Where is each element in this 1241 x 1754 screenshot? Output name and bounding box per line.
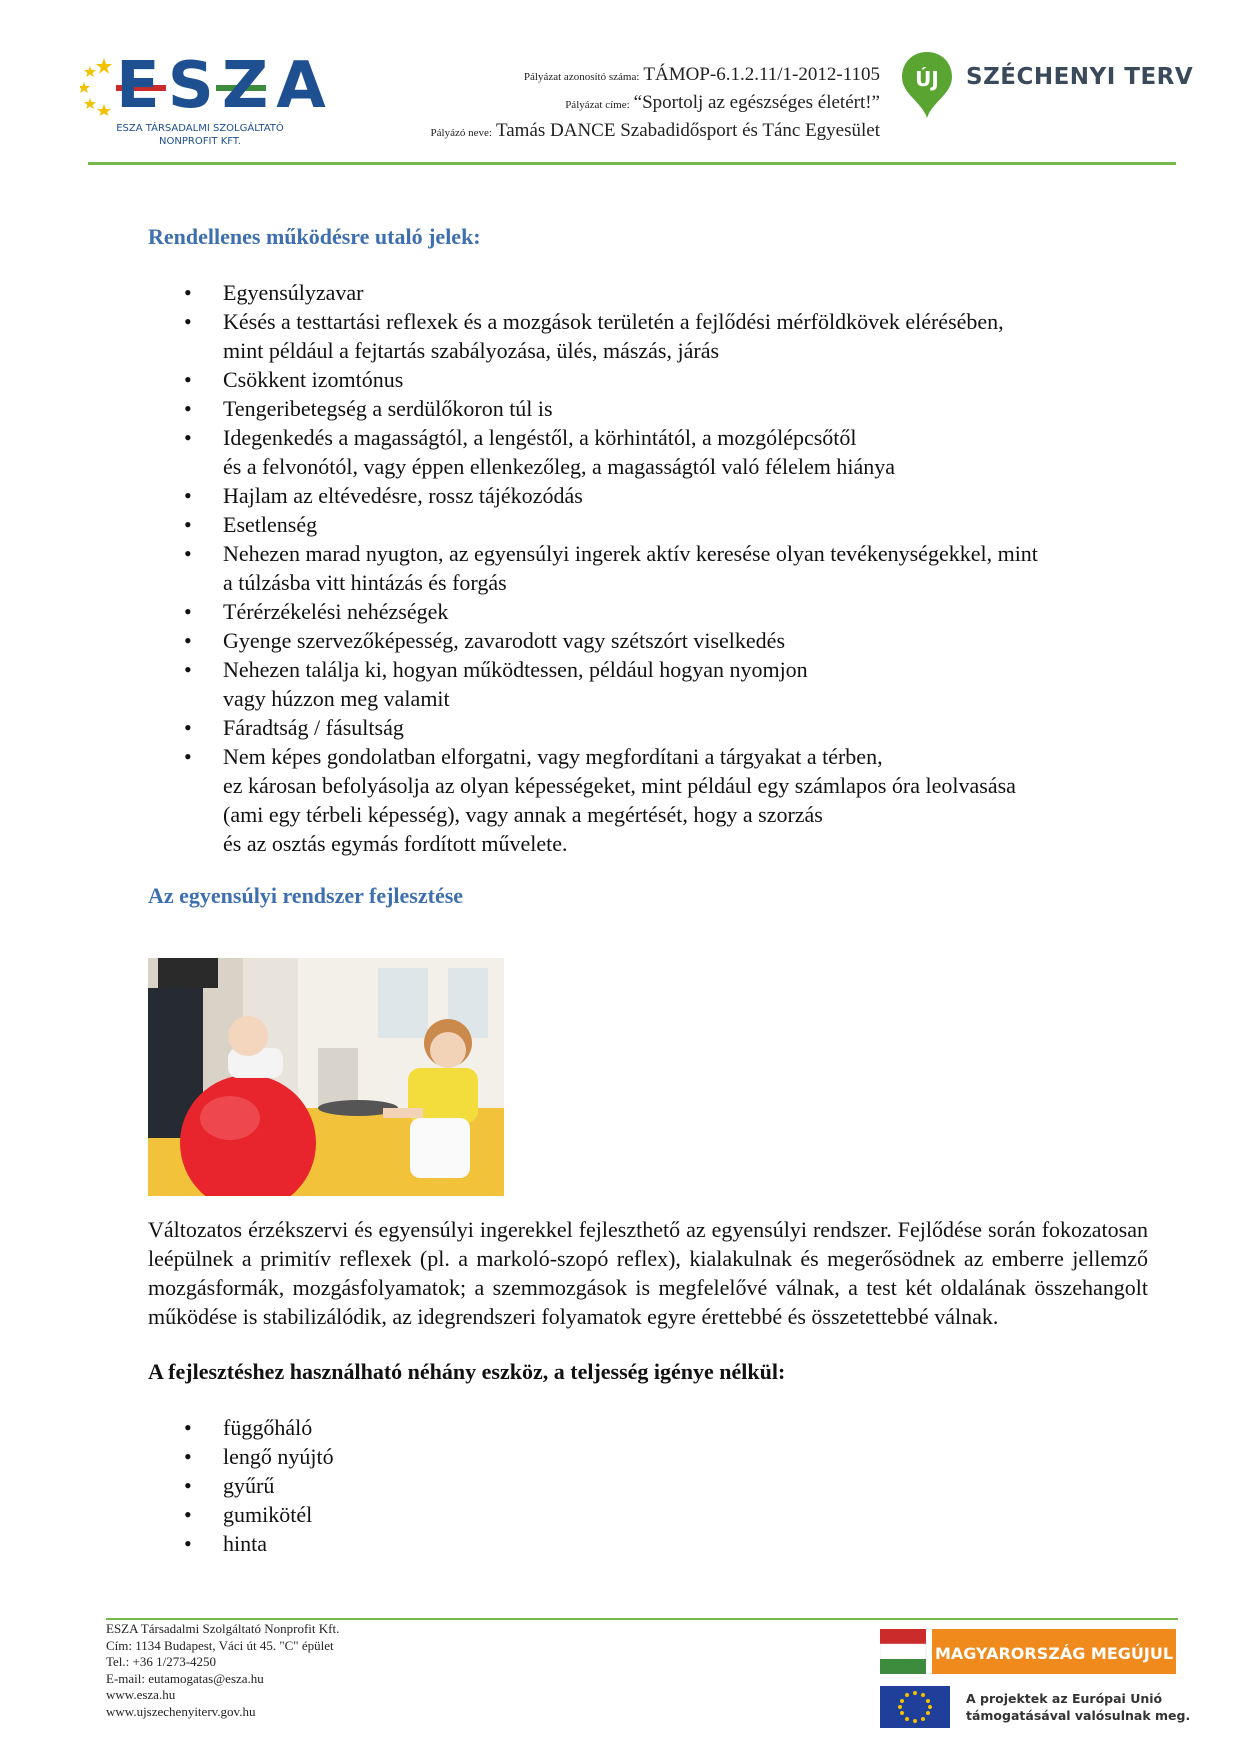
list-item [148, 394, 1241, 423]
applicant-row [320, 118, 880, 146]
footer-divider [106, 1618, 1178, 1620]
footer-address-line: www.ujszechenyiterv.gov.hu [106, 1703, 256, 1719]
application-id-label: Pályázat azonosító száma: [523, 71, 640, 83]
section-heading-symptoms: Rendellenes működésre utaló jelek: [148, 224, 481, 249]
list-item [148, 365, 1241, 394]
tool-item: • függőháló [148, 1413, 1241, 1442]
list-item-line: és az osztás egymás fordított művelete. [223, 831, 568, 856]
main-content [148, 222, 1148, 911]
page-header [0, 0, 1241, 170]
application-title-value: “Sportolj az egészséges életért!” [633, 92, 880, 113]
magyarorszag-megujul-logo [880, 1627, 1180, 1677]
development-paragraph: Változatos érzékszervi és egyensúlyi ingerekkel fejleszthető az egyensúlyi rendszer. Fejlődése során fokozatosan leépülnek a primitív reflexek (pl. a markoló-szopó reflex), kialakulnak és megerősödnek az emberre jellemző mozgásformák, mozgásfolyamatok; a szemmozgások is megfelelővé válnak, a test két oldalának összehangolt működése is stabilizálódik, az idegrendszeri folyamatok egyre érettebbé és összetettebbé válnak. [148, 1217, 1148, 1329]
footer-address-line: E-mail: eutamogatas@esza.hu [106, 1670, 264, 1686]
section-heading-tools: A fejlesztéshez használható néhány eszköz, a teljesség igénye nélkül: [148, 1359, 786, 1384]
list-item-line: • Csökkent izomtónus [223, 367, 404, 392]
tools-list [148, 1413, 1148, 1558]
footer-address-line: www.esza.hu [106, 1687, 176, 1702]
list-item [148, 307, 1241, 365]
list-item [148, 423, 1241, 481]
list-item-line: vagy húzzon meg valamit [223, 686, 450, 711]
tool-item: • gyűrű [148, 1471, 1241, 1500]
esza-logo [80, 49, 334, 150]
list-item-line: • Egyensúlyzavar [223, 280, 364, 305]
svg-text:MAGYARORSZÁG MEGÚJUL: MAGYARORSZÁG MEGÚJUL [934, 1644, 1174, 1663]
list-item-line: • Idegenkedés a magasságtól, a lengéstől, a körhintától, a mozgólépcsőtől [223, 425, 857, 450]
list-item-line: és a felvonótól, vagy éppen ellenkezőleg, a magasságtól való félelem hiánya [223, 454, 895, 479]
application-id-value: TÁMOP-6.1.2.11/1-2012-1105 [643, 64, 880, 85]
application-title-row [320, 90, 880, 118]
header-divider [88, 162, 1176, 165]
list-item [148, 713, 1241, 742]
footer-address-line: Tel.: +36 1/273-4250 [106, 1654, 217, 1669]
applicant-value: Tamás DANCE Szabadidősport és Tánc Egyesület [495, 120, 880, 141]
development-text [148, 1215, 1148, 1558]
list-item-line: • Gyenge szervezőképesség, zavarodott vagy szétszórt viselkedés [223, 628, 785, 653]
esza-logo-word: ESZA [116, 49, 334, 123]
application-title-label: Pályázat címe: [565, 99, 630, 111]
list-item-line: • Esetlenség [223, 512, 318, 537]
list-item-line: • Térérzékelési nehézségek [223, 599, 449, 624]
footer-address-line: ESZA Társadalmi Szolgáltató Nonprofit Kft. [106, 1621, 340, 1636]
list-item-line: • Nehezen marad nyugton, az egyensúlyi ingerek aktív keresése olyan tevékenységekkel, mint [223, 541, 1038, 566]
tool-item: • gumikötél [148, 1500, 1241, 1529]
list-item-line: • Késés a testtartási reflexek és a mozgások területén a fejlődési mérföldkövek elérésében, [223, 309, 1004, 334]
tool-item: • hinta [148, 1529, 1241, 1558]
list-item-line: • Hajlam az eltévedésre, rossz tájékozódás [223, 483, 583, 508]
list-item [148, 510, 1241, 539]
footer-address-line: Cím: 1134 Budapest, Váci út 45. "C" épület [106, 1637, 334, 1653]
esza-logo-subtitle: ESZA TÁRSADALMI SZOLGÁLTATÓ NONPROFIT KFT. [116, 123, 284, 147]
list-item-line: a túlzásba vitt hintázás és forgás [223, 570, 507, 595]
footer-address [106, 1621, 486, 1720]
list-item-line: • Nehezen találja ki, hogyan működtessen, például hogyan nyomjon [223, 657, 808, 682]
eu-flag-icon [880, 1686, 950, 1728]
therapy-photo [148, 958, 504, 1196]
eu-support-text: A projektek az Európai Unió támogatásával valósulnak meg. [966, 1691, 1191, 1723]
svg-text:ÚJ: ÚJ [915, 67, 939, 91]
list-item-line: mint például a fejtartás szabályozása, ülés, mászás, járás [223, 338, 720, 363]
tool-item: • lengő nyújtó [148, 1442, 1241, 1471]
list-item [148, 742, 1241, 858]
szechenyi-terv-text: SZÉCHENYI TERV [966, 64, 1194, 90]
applicant-label: Pályázó neve: [430, 127, 492, 139]
list-item [148, 626, 1241, 655]
list-item-line: • Fáradtság / fásultság [223, 715, 404, 740]
list-item-line: • Nem képes gondolatban elforgatni, vagy megfordítani a tárgyakat a térben, [223, 744, 883, 769]
list-item [148, 539, 1241, 597]
list-item [148, 481, 1241, 510]
szechenyi-terv-logo [898, 50, 1194, 122]
list-item-line: • Tengeribetegség a serdülőkoron túl is [223, 396, 553, 421]
list-item [148, 655, 1241, 713]
application-info [320, 62, 880, 146]
list-item [148, 278, 1241, 307]
application-id-row [320, 62, 880, 90]
symptom-list [148, 278, 1148, 858]
list-item-line: (ami egy térbeli képesség), vagy annak a megértését, hogy a szorzás [223, 802, 823, 827]
list-item [148, 597, 1241, 626]
section-heading-development: Az egyensúlyi rendszer fejlesztése [148, 883, 464, 908]
eu-support-logo [880, 1686, 1190, 1728]
map-pin-icon [898, 50, 956, 120]
list-item-line: ez károsan befolyásolja az olyan képességeket, mint például egy számlapos óra leolvasása [223, 773, 1016, 798]
